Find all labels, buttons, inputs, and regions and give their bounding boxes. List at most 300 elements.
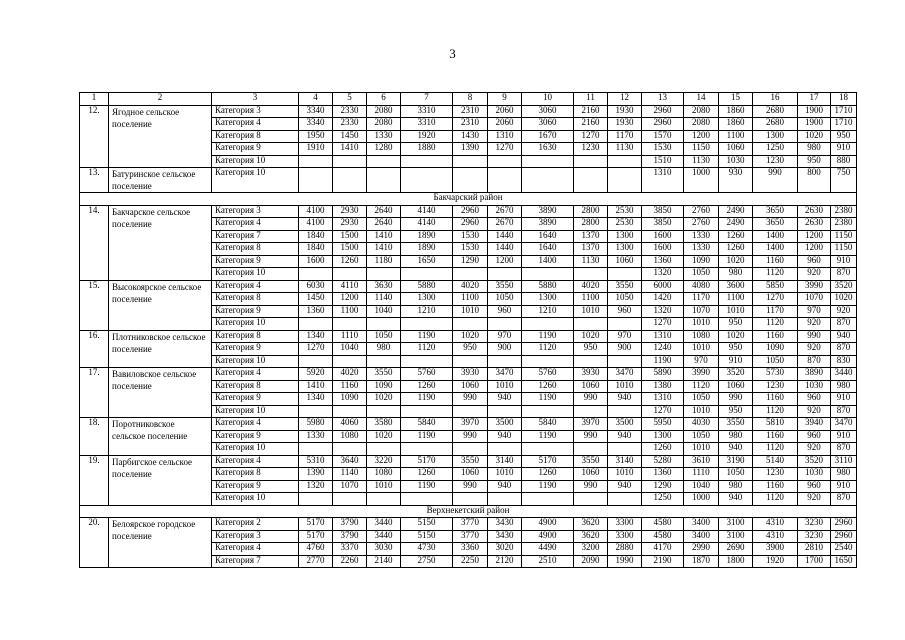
value-cell: 2960 (642, 118, 684, 131)
value-cell (488, 405, 522, 418)
value-cell (608, 168, 642, 193)
value-cell: 3790 (333, 518, 367, 531)
value-cell: 960 (488, 305, 522, 318)
value-cell (299, 355, 333, 368)
value-cell: 1260 (522, 380, 574, 393)
value-cell: 1230 (574, 143, 608, 156)
value-cell (574, 443, 608, 456)
category-cell: Категория 9 (212, 343, 299, 356)
category-cell: Категория 4 (212, 418, 299, 431)
value-cell: 1600 (299, 255, 333, 268)
value-cell: 1500 (333, 230, 367, 243)
settlement-name: Вавиловское сельское поселение (109, 368, 212, 418)
value-cell: 1160 (753, 255, 798, 268)
value-cell: 3770 (453, 530, 488, 543)
value-cell: 1190 (522, 393, 574, 406)
value-cell: 1800 (719, 555, 753, 568)
value-cell: 1120 (753, 405, 798, 418)
value-cell: 2880 (608, 543, 642, 556)
value-cell (488, 318, 522, 331)
value-cell: 1120 (753, 318, 798, 331)
category-cell: Категория 4 (212, 218, 299, 231)
table-row (80, 105, 857, 118)
value-cell: 3500 (488, 418, 522, 431)
category-cell: Категория 10 (212, 268, 299, 281)
entity-number: 18. (80, 418, 109, 456)
value-cell: 1060 (719, 380, 753, 393)
value-cell: 1150 (831, 230, 857, 243)
value-cell: 1300 (642, 430, 684, 443)
value-cell: 1020 (719, 330, 753, 343)
value-cell: 2060 (488, 118, 522, 131)
value-cell: 940 (608, 480, 642, 493)
value-cell: 1270 (299, 343, 333, 356)
category-cell: Категория 8 (212, 380, 299, 393)
value-cell: 1020 (367, 430, 401, 443)
value-cell: 2510 (522, 555, 574, 568)
value-cell: 1120 (753, 443, 798, 456)
value-cell: 1010 (719, 305, 753, 318)
value-cell: 3640 (333, 455, 367, 468)
value-cell: 3550 (719, 418, 753, 431)
category-cell: Категория 9 (212, 480, 299, 493)
entity-number: 17. (80, 368, 109, 418)
value-cell: 870 (831, 405, 857, 418)
value-cell: 3470 (488, 368, 522, 381)
value-cell: 1230 (753, 380, 798, 393)
value-cell: 1300 (522, 293, 574, 306)
value-cell: 1030 (719, 155, 753, 168)
value-cell: 1260 (401, 468, 453, 481)
value-cell: 1020 (831, 293, 857, 306)
value-cell: 5760 (401, 368, 453, 381)
value-cell: 1230 (753, 468, 798, 481)
value-cell: 900 (488, 343, 522, 356)
value-cell: 3030 (367, 543, 401, 556)
value-cell: 910 (831, 430, 857, 443)
column-number-cell: 14 (684, 93, 719, 106)
category-cell: Категория 4 (212, 455, 299, 468)
category-cell: Категория 8 (212, 293, 299, 306)
category-cell: Категория 7 (212, 555, 299, 568)
value-cell (401, 318, 453, 331)
value-cell: 870 (831, 493, 857, 506)
value-cell: 2190 (642, 555, 684, 568)
value-cell: 1290 (453, 255, 488, 268)
value-cell: 1150 (684, 143, 719, 156)
value-cell (299, 268, 333, 281)
value-cell: 4060 (333, 418, 367, 431)
value-cell: 3230 (798, 518, 831, 531)
value-cell: 1200 (798, 243, 831, 256)
value-cell: 1100 (719, 130, 753, 143)
value-cell (608, 443, 642, 456)
value-cell (299, 493, 333, 506)
value-cell: 1530 (642, 143, 684, 156)
value-cell: 1010 (684, 343, 719, 356)
value-cell (299, 443, 333, 456)
value-cell (574, 268, 608, 281)
value-cell: 1300 (608, 243, 642, 256)
value-cell: 1860 (719, 105, 753, 118)
value-cell: 1240 (642, 343, 684, 356)
column-number-cell: 12 (608, 93, 642, 106)
value-cell: 3900 (753, 543, 798, 556)
value-cell: 2630 (798, 218, 831, 231)
value-cell: 1920 (401, 130, 453, 143)
value-cell: 3140 (488, 455, 522, 468)
value-cell: 1190 (522, 480, 574, 493)
value-cell: 5890 (642, 368, 684, 381)
value-cell: 1370 (574, 243, 608, 256)
value-cell: 1890 (401, 243, 453, 256)
category-cell: Категория 7 (212, 230, 299, 243)
value-cell: 1450 (299, 293, 333, 306)
value-cell: 2800 (574, 205, 608, 218)
value-cell: 1060 (608, 255, 642, 268)
value-cell: 1010 (608, 468, 642, 481)
value-cell: 1190 (401, 393, 453, 406)
value-cell: 2960 (453, 205, 488, 218)
category-cell: Категория 9 (212, 255, 299, 268)
value-cell (453, 318, 488, 331)
value-cell (367, 405, 401, 418)
value-cell: 3060 (522, 105, 574, 118)
value-cell: 1090 (753, 343, 798, 356)
value-cell: 3770 (453, 518, 488, 531)
value-cell: 1250 (642, 493, 684, 506)
value-cell: 1090 (333, 393, 367, 406)
value-cell (608, 155, 642, 168)
value-cell: 940 (719, 443, 753, 456)
value-cell: 910 (719, 355, 753, 368)
value-cell: 1150 (831, 243, 857, 256)
value-cell: 1530 (453, 230, 488, 243)
value-cell: 3340 (299, 118, 333, 131)
value-cell: 1840 (299, 230, 333, 243)
value-cell: 880 (831, 155, 857, 168)
value-cell: 1190 (401, 330, 453, 343)
entity-number: 19. (80, 455, 109, 505)
value-cell: 4020 (574, 280, 608, 293)
value-cell: 1860 (719, 118, 753, 131)
column-number-cell: 15 (719, 93, 753, 106)
value-cell: 5950 (642, 418, 684, 431)
value-cell: 2680 (753, 105, 798, 118)
value-cell: 1410 (299, 380, 333, 393)
value-cell: 5880 (522, 280, 574, 293)
value-cell: 1270 (574, 130, 608, 143)
value-cell (401, 355, 453, 368)
value-cell (401, 268, 453, 281)
value-cell: 970 (608, 330, 642, 343)
value-cell: 1440 (488, 243, 522, 256)
value-cell: 4310 (753, 518, 798, 531)
value-cell (333, 168, 367, 193)
value-cell: 1510 (642, 155, 684, 168)
value-cell: 2080 (684, 105, 719, 118)
value-cell (453, 268, 488, 281)
value-cell: 2960 (453, 218, 488, 231)
value-cell: 3550 (367, 368, 401, 381)
value-cell: 1260 (642, 443, 684, 456)
column-number-cell: 6 (367, 93, 401, 106)
value-cell: 1650 (831, 555, 857, 568)
value-cell: 1050 (719, 468, 753, 481)
value-cell (299, 318, 333, 331)
value-cell: 1400 (753, 243, 798, 256)
value-cell: 2630 (798, 205, 831, 218)
category-cell: Категория 8 (212, 130, 299, 143)
value-cell: 3400 (684, 518, 719, 531)
value-cell (488, 493, 522, 506)
value-cell: 3220 (367, 455, 401, 468)
category-cell: Категория 9 (212, 305, 299, 318)
value-cell: 1270 (642, 405, 684, 418)
settlement-name: Белоярское городское поселение (109, 518, 212, 568)
value-cell: 2250 (453, 555, 488, 568)
value-cell: 2640 (367, 205, 401, 218)
value-cell (333, 155, 367, 168)
value-cell: 950 (453, 343, 488, 356)
value-cell: 2380 (831, 218, 857, 231)
value-cell (401, 168, 453, 193)
value-cell: 3020 (488, 543, 522, 556)
value-cell: 1080 (333, 430, 367, 443)
value-cell (608, 355, 642, 368)
value-cell: 3110 (831, 455, 857, 468)
value-cell: 3430 (488, 518, 522, 531)
value-cell: 1130 (574, 255, 608, 268)
value-cell: 1010 (684, 405, 719, 418)
value-cell: 1210 (522, 305, 574, 318)
value-cell (333, 493, 367, 506)
value-cell: 3890 (798, 368, 831, 381)
value-cell: 3100 (719, 530, 753, 543)
value-cell: 1260 (401, 380, 453, 393)
value-cell: 4140 (401, 218, 453, 231)
value-cell (299, 155, 333, 168)
column-number-cell: 11 (574, 93, 608, 106)
table-row (80, 168, 857, 193)
value-cell: 4310 (753, 530, 798, 543)
value-cell: 980 (719, 430, 753, 443)
value-cell: 1330 (684, 230, 719, 243)
value-cell: 3430 (488, 530, 522, 543)
value-cell (488, 355, 522, 368)
value-cell: 1910 (299, 143, 333, 156)
value-cell: 960 (798, 430, 831, 443)
value-cell: 1010 (684, 443, 719, 456)
value-cell: 1370 (574, 230, 608, 243)
value-cell: 2080 (684, 118, 719, 131)
value-cell (401, 493, 453, 506)
value-cell: 1020 (453, 330, 488, 343)
value-cell: 1190 (642, 355, 684, 368)
value-cell: 1330 (684, 243, 719, 256)
value-cell: 1500 (333, 243, 367, 256)
value-cell: 920 (798, 405, 831, 418)
value-cell: 970 (798, 305, 831, 318)
value-cell: 3520 (719, 368, 753, 381)
column-number-cell: 5 (333, 93, 367, 106)
value-cell: 3230 (798, 530, 831, 543)
value-cell: 960 (798, 480, 831, 493)
value-cell: 1410 (367, 243, 401, 256)
value-cell: 5150 (401, 518, 453, 531)
value-cell: 1270 (753, 293, 798, 306)
column-number-cell: 16 (753, 93, 798, 106)
value-cell: 1010 (367, 480, 401, 493)
column-number-cell: 7 (401, 93, 453, 106)
value-cell: 1070 (333, 480, 367, 493)
value-cell: 2090 (574, 555, 608, 568)
value-cell: 870 (831, 443, 857, 456)
value-cell: 1020 (367, 393, 401, 406)
value-cell: 1040 (333, 343, 367, 356)
value-cell: 2930 (333, 205, 367, 218)
value-cell: 5920 (299, 368, 333, 381)
value-cell: 3550 (608, 280, 642, 293)
settlement-name: Бакчарское сельское поселение (109, 205, 212, 280)
value-cell: 980 (719, 268, 753, 281)
value-cell: 940 (608, 430, 642, 443)
value-cell (574, 405, 608, 418)
value-cell: 990 (574, 480, 608, 493)
value-cell: 1390 (453, 143, 488, 156)
value-cell: 940 (831, 330, 857, 343)
value-cell (488, 268, 522, 281)
value-cell: 5310 (299, 455, 333, 468)
value-cell: 4900 (522, 530, 574, 543)
value-cell: 2960 (642, 105, 684, 118)
value-cell: 950 (574, 343, 608, 356)
value-cell: 3470 (608, 368, 642, 381)
value-cell: 1090 (684, 255, 719, 268)
category-cell: Категория 9 (212, 393, 299, 406)
value-cell: 3620 (574, 530, 608, 543)
value-cell: 4100 (299, 205, 333, 218)
value-cell (574, 155, 608, 168)
value-cell: 990 (753, 168, 798, 193)
value-cell: 1990 (608, 555, 642, 568)
category-cell: Категория 10 (212, 493, 299, 506)
value-cell (453, 443, 488, 456)
value-cell: 990 (798, 330, 831, 343)
value-cell: 3890 (522, 205, 574, 218)
category-cell: Категория 9 (212, 143, 299, 156)
value-cell: 3600 (719, 280, 753, 293)
value-cell (608, 268, 642, 281)
value-cell: 3580 (367, 418, 401, 431)
column-number-cell: 9 (488, 93, 522, 106)
category-cell: Категория 8 (212, 330, 299, 343)
value-cell: 1900 (798, 105, 831, 118)
category-cell: Категория 4 (212, 280, 299, 293)
value-cell: 1050 (753, 355, 798, 368)
value-cell: 4020 (453, 280, 488, 293)
value-cell: 1200 (684, 130, 719, 143)
entity-number: 20. (80, 518, 109, 568)
value-cell: 1010 (488, 380, 522, 393)
value-cell: 1040 (684, 480, 719, 493)
value-cell: 5170 (522, 455, 574, 468)
district-name: Верхнекетский район (80, 505, 857, 518)
value-cell: 1300 (608, 230, 642, 243)
value-cell: 3850 (642, 205, 684, 218)
value-cell (299, 168, 333, 193)
value-cell: 3470 (831, 418, 857, 431)
value-cell: 5140 (753, 455, 798, 468)
value-cell: 3310 (401, 118, 453, 131)
value-cell: 1300 (753, 130, 798, 143)
value-cell: 1330 (367, 130, 401, 143)
value-cell: 1080 (367, 468, 401, 481)
category-cell: Категория 10 (212, 318, 299, 331)
value-cell (333, 268, 367, 281)
value-cell: 990 (574, 430, 608, 443)
value-cell: 4580 (642, 530, 684, 543)
value-cell: 1120 (753, 268, 798, 281)
value-cell: 3620 (574, 518, 608, 531)
value-cell: 6000 (642, 280, 684, 293)
settlement-name: Плотниковское сельское поселение (109, 330, 212, 368)
value-cell: 1050 (684, 393, 719, 406)
value-cell: 3200 (574, 543, 608, 556)
value-cell: 1100 (719, 293, 753, 306)
value-cell: 1840 (299, 243, 333, 256)
value-cell: 4140 (401, 205, 453, 218)
value-cell: 1330 (299, 430, 333, 443)
value-cell: 5810 (753, 418, 798, 431)
value-cell: 1260 (522, 468, 574, 481)
value-cell: 1060 (574, 380, 608, 393)
value-cell (453, 168, 488, 193)
column-number-cell: 17 (798, 93, 831, 106)
value-cell (574, 168, 608, 193)
value-cell: 920 (798, 443, 831, 456)
value-cell: 990 (574, 393, 608, 406)
value-cell: 920 (798, 268, 831, 281)
value-cell: 1410 (333, 143, 367, 156)
value-cell: 4080 (684, 280, 719, 293)
value-cell: 1440 (488, 230, 522, 243)
value-cell: 970 (684, 355, 719, 368)
value-cell: 2750 (401, 555, 453, 568)
value-cell: 1930 (608, 118, 642, 131)
column-number-cell: 3 (212, 93, 299, 106)
category-cell: Категория 4 (212, 118, 299, 131)
value-cell (488, 443, 522, 456)
value-cell: 950 (719, 343, 753, 356)
value-cell: 3970 (453, 418, 488, 431)
value-cell: 3610 (684, 455, 719, 468)
value-cell: 2160 (574, 105, 608, 118)
value-cell: 1210 (401, 305, 453, 318)
value-cell: 870 (831, 268, 857, 281)
value-cell: 1060 (453, 380, 488, 393)
value-cell: 3340 (299, 105, 333, 118)
value-cell: 3890 (522, 218, 574, 231)
value-cell: 1170 (684, 293, 719, 306)
value-cell: 950 (719, 318, 753, 331)
value-cell (401, 443, 453, 456)
value-cell: 1170 (608, 130, 642, 143)
value-cell: 1530 (453, 243, 488, 256)
value-cell: 960 (608, 305, 642, 318)
value-cell: 2310 (453, 118, 488, 131)
value-cell: 980 (798, 143, 831, 156)
